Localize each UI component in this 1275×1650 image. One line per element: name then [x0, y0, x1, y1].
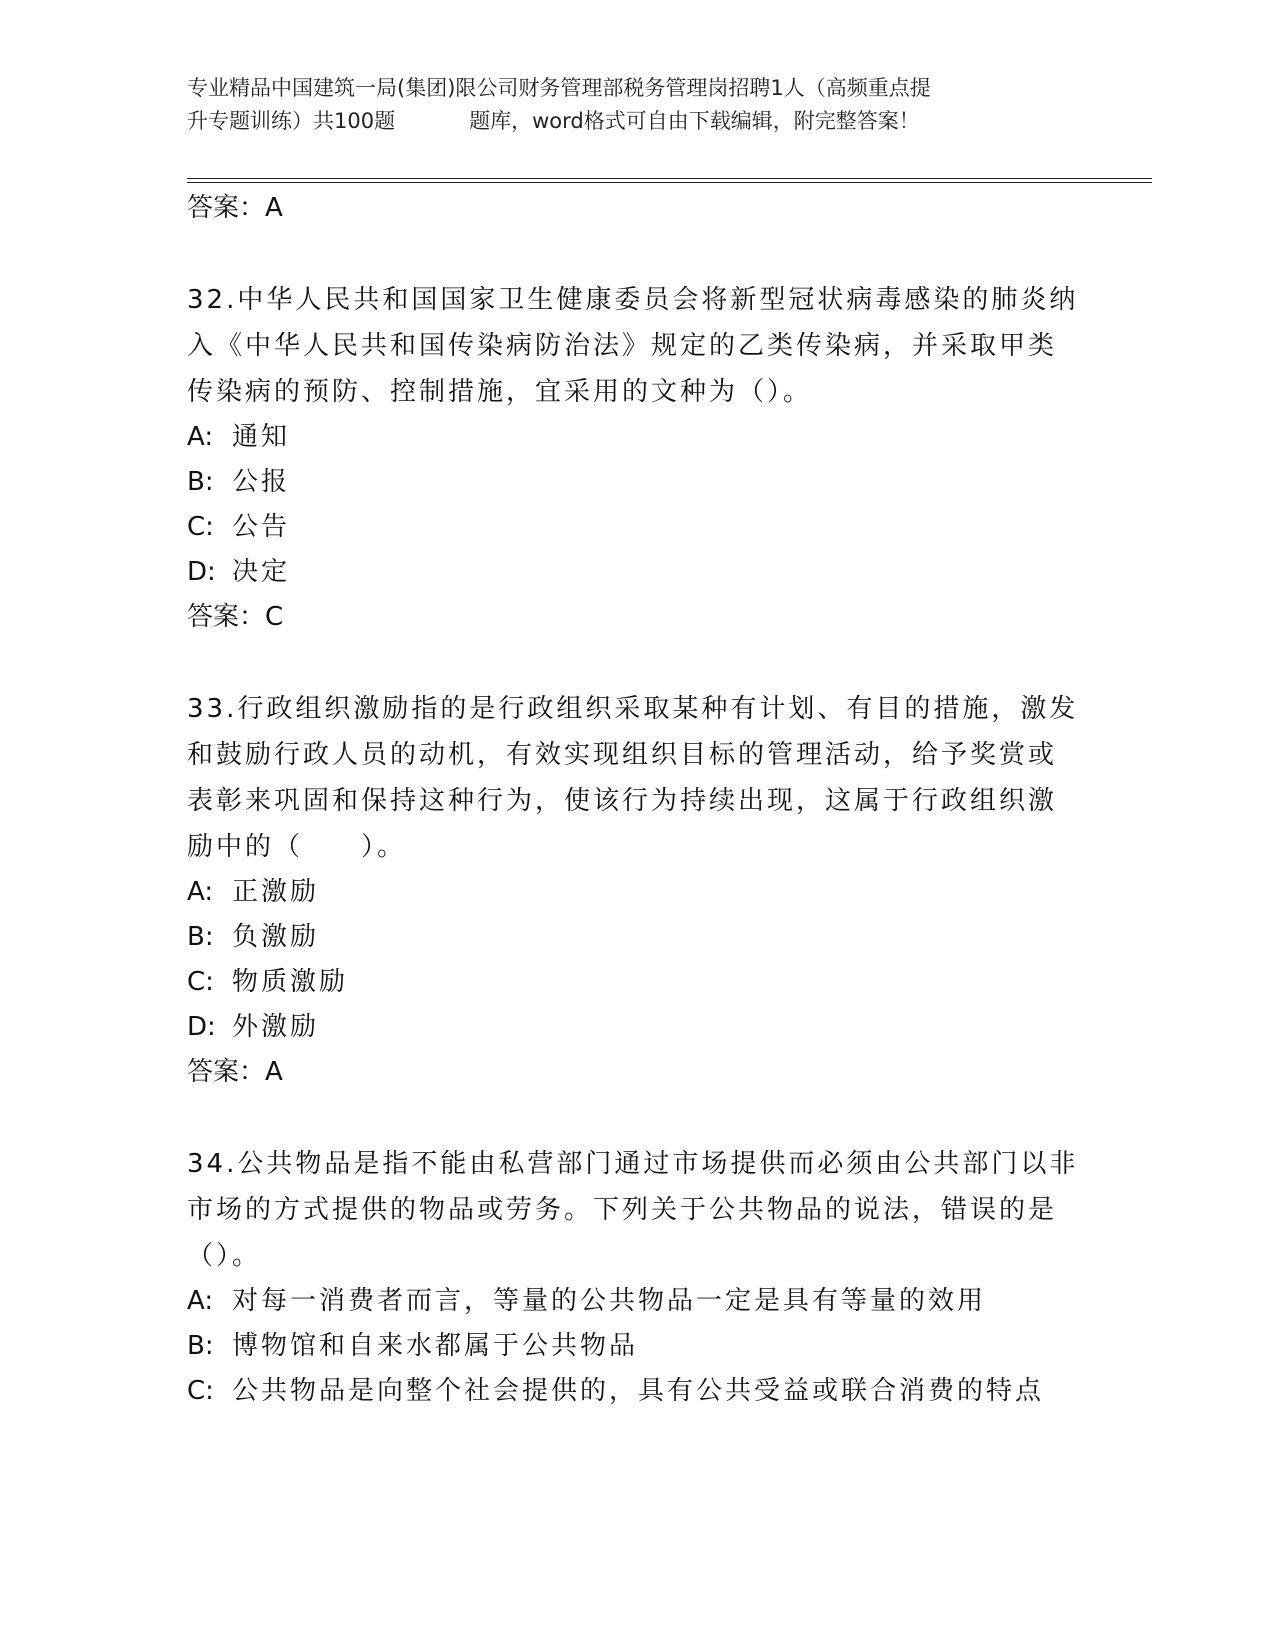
question-list	[187, 186, 1107, 1414]
question-32	[187, 277, 1107, 640]
header-divider-bottom	[187, 182, 1152, 183]
option-b	[187, 1324, 1107, 1369]
stem-line: 传染病的预防、控制措施，宜采用的文种为（）。	[187, 377, 813, 407]
option-text: 物质激励	[232, 967, 349, 997]
option-text: 公告	[232, 512, 291, 542]
option-text: 正激励	[232, 877, 320, 907]
stem-line: 表彰来巩固和保持这种行为，使该行为持续出现，这属于行政组织激	[187, 786, 1058, 816]
page-header	[187, 72, 1087, 138]
option-key: A:	[187, 1286, 214, 1316]
question-33	[187, 686, 1107, 1095]
option-text: 通知	[232, 422, 291, 452]
option-a	[187, 870, 1107, 915]
stem-line: 33.行政组织激励指的是行政组织采取某种有计划、有目的措施，激发	[187, 694, 1079, 724]
option-key: A:	[187, 877, 214, 907]
answer-32: 答案：C	[187, 602, 284, 632]
option-text: 外激励	[232, 1012, 320, 1042]
stem-line: 入《中华人民共和国传染病防治法》规定的乙类传染病，并采取甲类	[187, 331, 1058, 361]
header-line-1: 专业精品中国建筑一局(集团)限公司财务管理部税务管理岗招聘1人（高频重点提	[187, 76, 931, 100]
option-b	[187, 460, 1107, 505]
stem-line: 32.中华人民共和国国家卫生健康委员会将新型冠状病毒感染的肺炎纳	[187, 285, 1079, 315]
option-b	[187, 915, 1107, 960]
answer-31: 答案：A	[187, 193, 283, 223]
option-key: D:	[187, 1012, 216, 1042]
header-line-2	[187, 105, 1087, 138]
option-text: 对每一消费者而言，等量的公共物品一定是具有等量的效用	[232, 1286, 987, 1316]
stem-line: 市场的方式提供的物品或劳务。下列关于公共物品的说法，错误的是	[187, 1195, 1058, 1225]
option-c	[187, 505, 1107, 550]
question-stem	[187, 686, 1107, 870]
stem-line: 和鼓励行政人员的动机，有效实现组织目标的管理活动，给予奖赏或	[187, 740, 1058, 770]
option-text: 负激励	[232, 922, 320, 952]
option-c	[187, 1369, 1107, 1414]
option-key: B:	[187, 922, 214, 952]
option-key: A:	[187, 422, 214, 452]
option-text: 公报	[232, 467, 291, 497]
option-key: B:	[187, 467, 214, 497]
stem-line: 34.公共物品是指不能由私营部门通过市场提供而必须由公共部门以非	[187, 1149, 1079, 1179]
option-d	[187, 550, 1107, 595]
option-key: C:	[187, 1376, 214, 1406]
option-key: C:	[187, 512, 214, 542]
option-a	[187, 1279, 1107, 1324]
answer-33: 答案：A	[187, 1057, 283, 1087]
option-text: 博物馆和自来水都属于公共物品	[232, 1331, 639, 1361]
header-divider-top	[187, 178, 1152, 179]
option-d	[187, 1005, 1107, 1050]
stem-line: 励中的（ ）。	[187, 832, 407, 862]
question-stem	[187, 1141, 1107, 1279]
question-stem	[187, 277, 1107, 415]
option-text: 决定	[232, 557, 291, 587]
option-key: B:	[187, 1331, 214, 1361]
option-c	[187, 960, 1107, 1005]
stem-line: （）。	[187, 1241, 262, 1271]
question-34	[187, 1141, 1107, 1414]
header-line-2-left: 升专题训练）共100题	[187, 109, 396, 133]
option-key: D:	[187, 557, 216, 587]
option-text: 公共物品是向整个社会提供的，具有公共受益或联合消费的特点	[232, 1376, 1045, 1406]
header-line-2-right: 题库，word格式可自由下载编辑，附完整答案！	[469, 109, 920, 133]
option-a	[187, 415, 1107, 460]
option-key: C:	[187, 967, 214, 997]
